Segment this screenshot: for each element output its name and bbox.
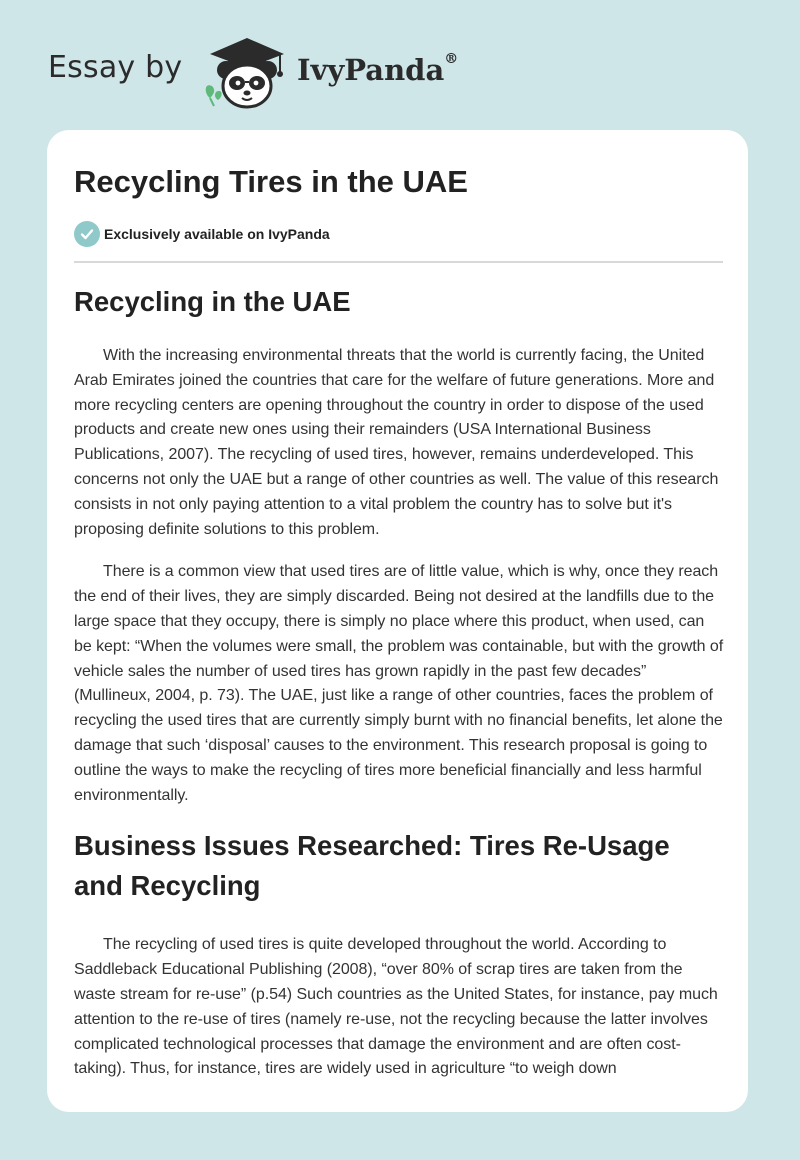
article-card — [47, 130, 748, 1112]
divider — [74, 261, 723, 263]
panda-logo-icon — [198, 34, 296, 110]
check-circle-icon — [74, 221, 100, 247]
site-header — [0, 0, 800, 130]
section-heading: Recycling in the UAE — [74, 286, 351, 317]
registered-mark: ® — [444, 51, 459, 67]
paragraph: There is a common view that used tires are of little value, which is why, once they reach the end of their lives, they are simply discarded. Being not desired at the landfills due to the large space that they occupy, there is simply no place where this product, when used, can be kept: “When the volumes were small, the problem was containable, but with the growth of vehicle sales the number of used tires has grown rapidly in the past few decades” (Mullineux, 2004, p. 73). The UAE, just like a range of other countries, faces the problem of recycling the used tires that are currently simply burnt with no financial benefits, let alone the damage that such ‘disposal’ causes to the environment. This research proposal is going to outline the ways to make the recycling of tires more beneficial financially and less harmful environmentally. — [74, 563, 724, 804]
brand-name[interactable]: IvyPanda® — [297, 51, 459, 87]
paragraph: With the increasing environmental threats that the world is currently facing, the United Arab Emirates joined the countries that care for the welfare of future generations. More and more recycling centers are opening throughout the country in order to dispose of the used products and create new ones using their remainders (USA International Business Publications, 2007). The recycling of used tires, however, remains underdeveloped. This concerns not only the UAE but a range of other countries as well. The value of this research consists in not only paying attention to a vital problem the country has to solve but it's proposing definite solutions to this problem. — [74, 347, 719, 538]
article-body — [74, 282, 724, 1100]
essay-by-label: Essay by — [48, 50, 183, 85]
section-heading: Business Issues Researched: Tires Re-Usage and Recycling — [74, 830, 670, 902]
page-title: Recycling Tires in the UAE — [74, 164, 468, 199]
paragraph: The recycling of used tires is quite developed throughout the world. According to Saddleback Educational Publishing (2008), “over 80% of scrap tires are taken from the waste stream for re-use” (p.54) Such countries as the United States, for instance, pay much attention to the re-use of tires (namely re-use, not the recycling because the latter involves complicated technological processes that damage the environment and are often cost-taking). Thus, for instance, tires are widely used in agriculture “to weigh down — [74, 936, 718, 1078]
exclusive-label: Exclusively available on IvyPanda — [104, 226, 330, 242]
exclusive-badge — [74, 221, 330, 247]
